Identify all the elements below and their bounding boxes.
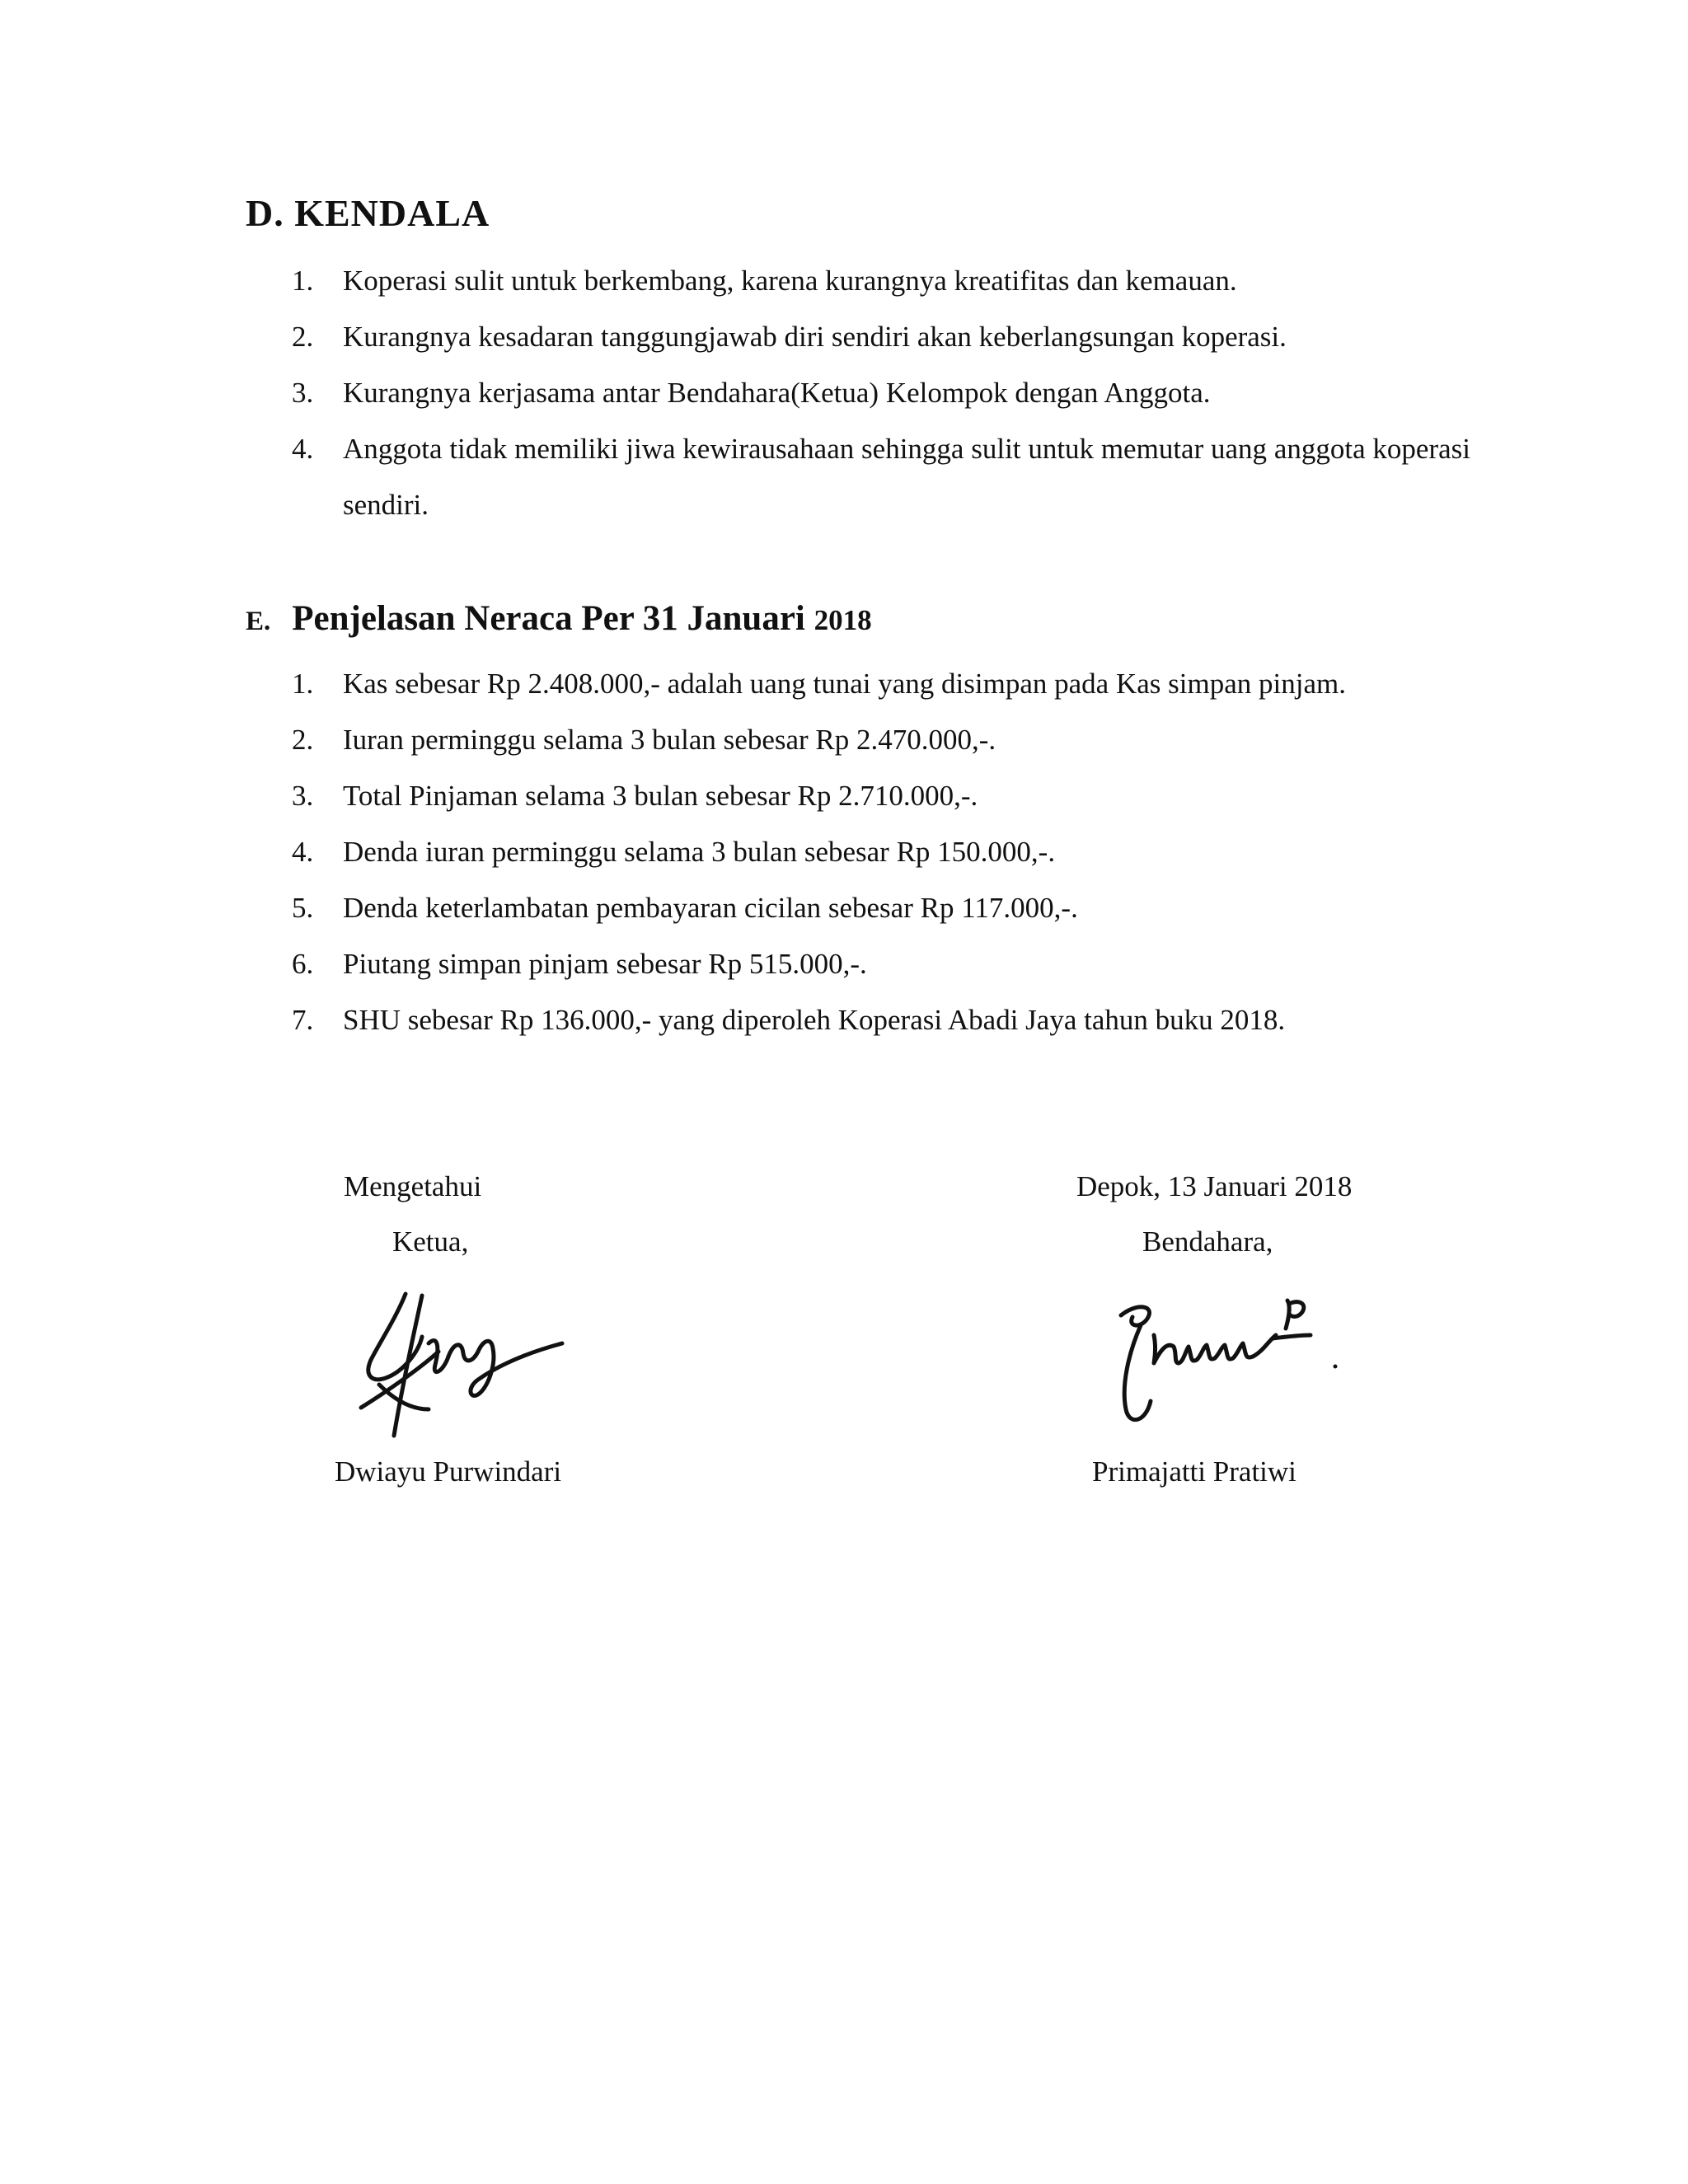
section-d-list [292, 253, 1470, 533]
item-number: 5. [292, 892, 314, 924]
item-text: SHU sebesar Rp 136.000,- yang diperoleh Koperasi Abadi Jaya tahun buku 2018. [343, 1004, 1286, 1036]
left-sign-role: Ketua, [392, 1226, 469, 1258]
list-item [292, 421, 1470, 533]
item-number: 4. [292, 433, 314, 465]
section-e-heading [246, 598, 872, 639]
list-item [292, 936, 1470, 992]
item-number: 2. [292, 321, 314, 353]
item-text: Koperasi sulit untuk berkembang, karena kurangnya kreatifitas dan kemauan. [343, 265, 1237, 297]
left-signature-image [346, 1286, 577, 1451]
item-text: Iuran perminggu selama 3 bulan sebesar Rp 2.470.000,-. [343, 724, 996, 756]
item-text: Anggota tidak memiliki jiwa kewirausahaan sehingga sulit untuk memutar uang anggota koperasi sendiri. [343, 433, 1470, 521]
item-text: Kas sebesar Rp 2.408.000,- adalah uang tunai yang disimpan pada Kas simpan pinjam. [343, 668, 1346, 700]
list-item [292, 253, 1470, 309]
left-sign-name: Dwiayu Purwindari [335, 1455, 562, 1488]
item-text: Kurangnya kerjasama antar Bendahara(Ketua) Kelompok dengan Anggota. [343, 377, 1211, 409]
list-item [292, 309, 1470, 365]
item-number: 4. [292, 836, 314, 868]
list-item [292, 768, 1470, 824]
list-item [292, 712, 1470, 768]
item-number: 1. [292, 265, 314, 297]
item-number: 3. [292, 780, 314, 812]
list-item [292, 824, 1470, 880]
section-d-heading: D. KENDALA [246, 192, 490, 234]
section-e-letter: E. [246, 607, 271, 636]
section-e-title: Penjelasan Neraca Per 31 Januari [292, 599, 805, 638]
list-item [292, 365, 1470, 421]
section-e-list [292, 656, 1470, 1048]
right-signature-image [1104, 1277, 1352, 1442]
item-text: Kurangnya kesadaran tanggungjawab diri sendiri akan keberlangsungan koperasi. [343, 321, 1287, 353]
item-number: 6. [292, 948, 314, 980]
right-sign-role: Bendahara, [1142, 1226, 1273, 1258]
item-text: Piutang simpan pinjam sebesar Rp 515.000,-. [343, 948, 867, 980]
right-sign-place-date: Depok, 13 Januari 2018 [1076, 1170, 1353, 1202]
list-item [292, 656, 1470, 712]
section-e-year: 2018 [814, 604, 872, 636]
left-sign-label: Mengetahui [344, 1170, 482, 1202]
item-text: Denda iuran perminggu selama 3 bulan sebesar Rp 150.000,-. [343, 836, 1056, 868]
item-number: 1. [292, 668, 314, 700]
item-number: 3. [292, 377, 314, 409]
item-number: 2. [292, 724, 314, 756]
list-item [292, 880, 1470, 936]
list-item [292, 992, 1470, 1048]
right-sign-name: Primajatti Pratiwi [1092, 1455, 1296, 1488]
item-text: Total Pinjaman selama 3 bulan sebesar Rp 2.710.000,-. [343, 780, 978, 812]
item-text: Denda keterlambatan pembayaran cicilan sebesar Rp 117.000,-. [343, 892, 1078, 924]
item-number: 7. [292, 1004, 314, 1036]
